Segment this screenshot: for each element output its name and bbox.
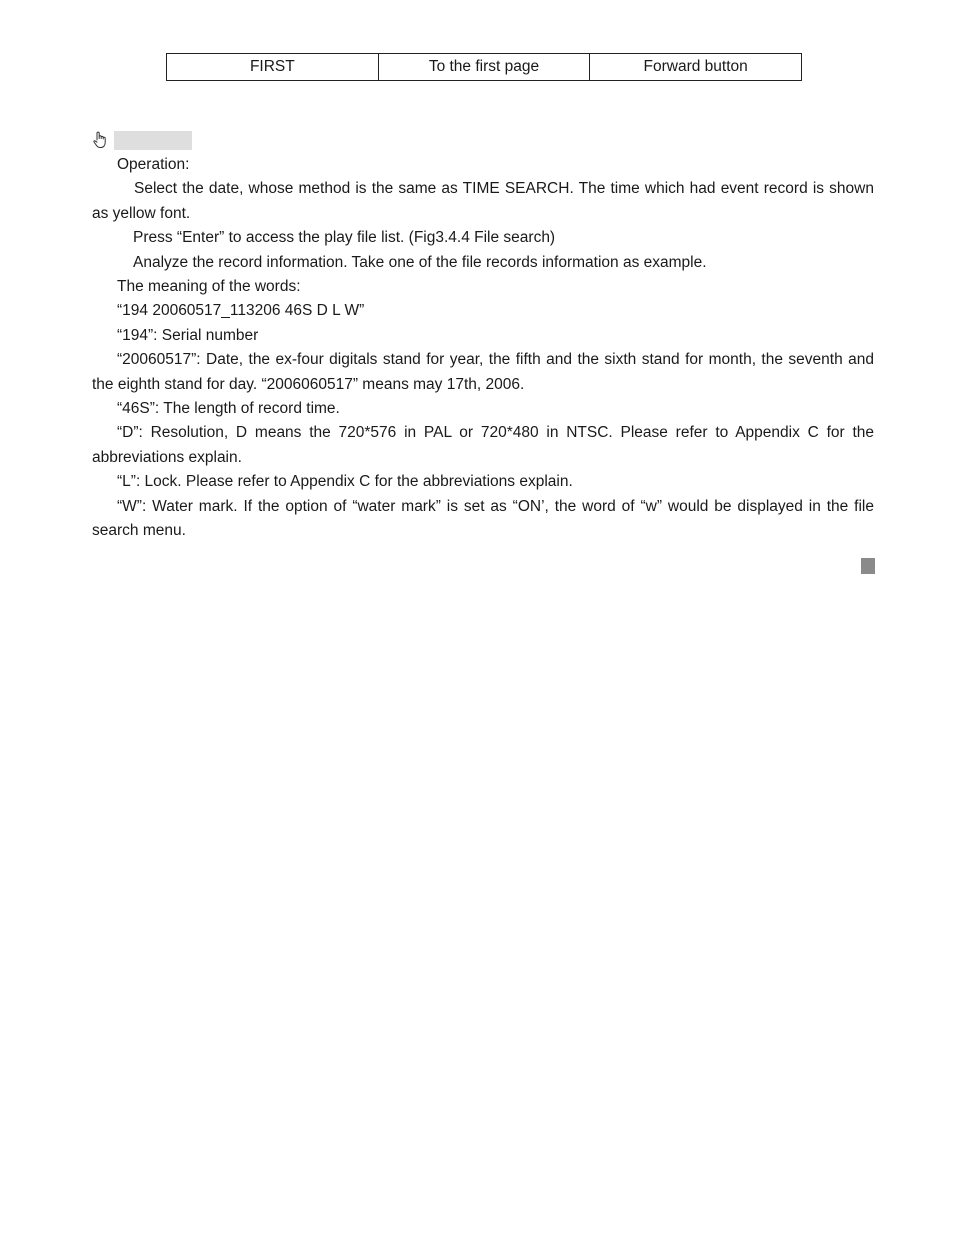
table-cell-function: To the first page — [378, 54, 590, 81]
document-body — [92, 153, 874, 544]
table-row — [167, 54, 802, 81]
section-heading-highlight — [114, 131, 192, 150]
hand-pointer-icon — [92, 131, 108, 149]
paragraph-date: “20060517”: Date, the ex-four digitals stand for year, the fifth and the sixth stand for month, the seventh and the eighth stand for day. “2006060517” means may 17th, 2006. — [92, 351, 874, 393]
paragraph-example-record: “194 20060517_113206 46S D L W” — [117, 302, 365, 320]
section-end-marker — [861, 558, 875, 574]
paragraph-press-enter: Press “Enter” to access the play file list. (Fig3.4.4 File search) — [133, 229, 556, 247]
paragraph-resolution: “D”: Resolution, D means the 720*576 in PAL or 720*480 in NTSC. Please refer to Appendix C for the abbreviations explain. — [92, 424, 874, 466]
paragraph-watermark: “W”: Water mark. If the option of “water mark” is set as “ON’, the word of “w” would be displayed in the file search menu. — [92, 497, 874, 540]
paragraph-meaning: The meaning of the words: — [117, 278, 301, 296]
table-cell-button-type: Forward button — [590, 54, 802, 81]
paragraph-serial: “194”: Serial number — [117, 326, 259, 344]
button-reference-table — [166, 53, 802, 81]
paragraph-analyze: Analyze the record information. Take one of the file records information as example. — [133, 253, 707, 271]
paragraph-operation: Operation: — [117, 156, 190, 173]
paragraph-length: “46S”: The length of record time. — [117, 400, 340, 418]
table-cell-button-name: FIRST — [167, 54, 379, 81]
paragraph-lock: “L”: Lock. Please refer to Appendix C for the abbreviations explain. — [117, 473, 573, 491]
paragraph-select-date: Select the date, whose method is the same as TIME SEARCH. The time which had event record is shown as yellow font. — [92, 180, 874, 222]
